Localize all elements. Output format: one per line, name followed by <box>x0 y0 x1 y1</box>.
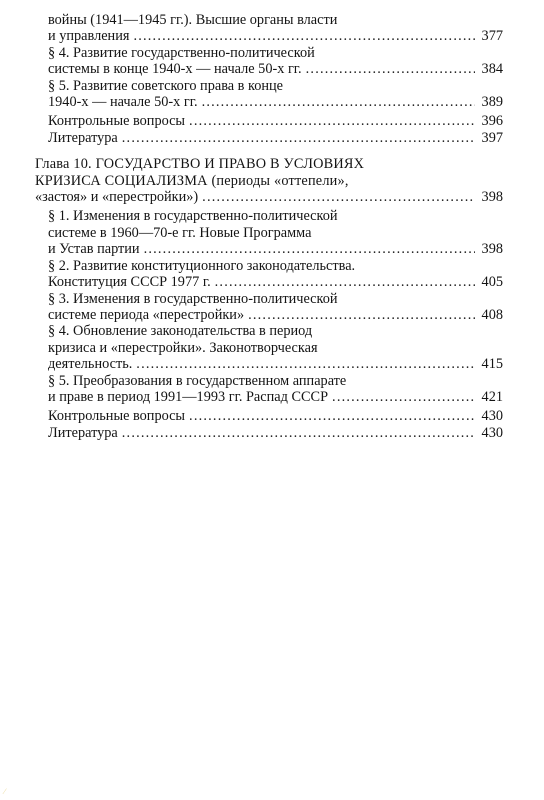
toc-entry-text: Контрольные вопросы <box>48 408 186 425</box>
toc-entry-text: § 1. Изменения в государственно-политической <box>48 208 338 225</box>
chapter-title: Глава 10. ГОСУДАРСТВО И ПРАВО В УСЛОВИЯХ <box>35 156 365 173</box>
page-number: 430 <box>481 408 503 425</box>
dot-leader <box>202 94 475 110</box>
toc-entry-text: и управления <box>48 28 130 45</box>
toc-entry-text: Литература <box>48 129 118 146</box>
toc-entry <box>0 258 544 291</box>
table-of-contents <box>0 12 544 441</box>
toc-entry-text: и праве в период 1991—1993 гг. Распад СССР <box>48 388 329 405</box>
dot-leader <box>306 61 475 77</box>
page-number: 421 <box>481 388 503 405</box>
toc-entry-text: 1940-х — начале 50-х гг. <box>48 94 198 111</box>
toc-entry <box>0 45 544 78</box>
toc-entry <box>0 12 544 45</box>
page-number: 398 <box>481 241 503 258</box>
toc-entry <box>0 373 544 406</box>
toc-entry-text: системы в конце 1940-х — начале 50-х гг. <box>48 61 302 78</box>
corner-mark-icon: ⁄ <box>4 787 6 796</box>
chapter-title: КРИЗИСА СОЦИАЛИЗМА (периоды «оттепели», <box>35 172 349 189</box>
toc-entry <box>0 323 544 372</box>
page-number: 408 <box>481 306 503 323</box>
chapter-title: «застоя» и «перестройки») <box>35 189 199 206</box>
page-number: 396 <box>481 113 503 130</box>
dot-leader <box>133 28 475 44</box>
toc-entry-text: § 3. Изменения в государственно-политической <box>48 290 338 307</box>
page-number: 397 <box>481 129 503 146</box>
toc-entry-text: кризиса и «перестройки». Законотворческая <box>48 339 318 356</box>
toc-entry <box>0 425 544 441</box>
toc-entry <box>0 78 544 111</box>
dot-leader <box>122 130 475 146</box>
dot-leader <box>144 241 475 257</box>
toc-entry-text: § 5. Преобразования в государственном аппарате <box>48 372 347 389</box>
toc-entry <box>0 208 544 257</box>
dot-leader <box>202 189 475 205</box>
toc-entry-text: войны (1941—1945 гг.). Высшие органы власти <box>48 12 338 28</box>
page-number: 405 <box>481 274 503 291</box>
toc-entry-text: Литература <box>48 424 118 441</box>
dot-leader <box>122 425 475 441</box>
toc-entry <box>0 291 544 324</box>
toc-entry <box>0 130 544 146</box>
dot-leader <box>136 356 475 372</box>
toc-entry-text: § 4. Развитие государственно-политической <box>48 44 315 61</box>
toc-entry-text: Контрольные вопросы <box>48 113 186 130</box>
toc-entry-text: системе в 1960—70-е гг. Новые Программа <box>48 224 312 241</box>
dot-leader <box>248 307 475 323</box>
page-number: 415 <box>481 356 503 373</box>
page-number: 389 <box>481 94 503 111</box>
toc-entry-text: и Устав партии <box>48 241 140 258</box>
page-number: 377 <box>481 28 503 45</box>
toc-entry <box>0 113 544 129</box>
page-number: 398 <box>481 189 503 206</box>
page-number: 430 <box>481 424 503 441</box>
dot-leader <box>189 113 475 129</box>
toc-entry-text: § 2. Развитие конституционного законодательства. <box>48 257 356 274</box>
toc-entry-text: системе периода «перестройки» <box>48 306 245 323</box>
toc-chapter-entry <box>0 156 544 205</box>
dot-leader <box>215 274 475 290</box>
toc-entry-text: деятельность. <box>48 356 133 373</box>
toc-entry-text: § 4. Обновление законодательства в период <box>48 323 313 340</box>
page-number: 384 <box>481 61 503 78</box>
toc-entry-text: § 5. Развитие советского права в конце <box>48 77 284 94</box>
dot-leader <box>189 408 475 424</box>
toc-entry <box>0 408 544 424</box>
toc-entry-text: Конституция СССР 1977 г. <box>48 274 211 291</box>
dot-leader <box>332 389 475 405</box>
